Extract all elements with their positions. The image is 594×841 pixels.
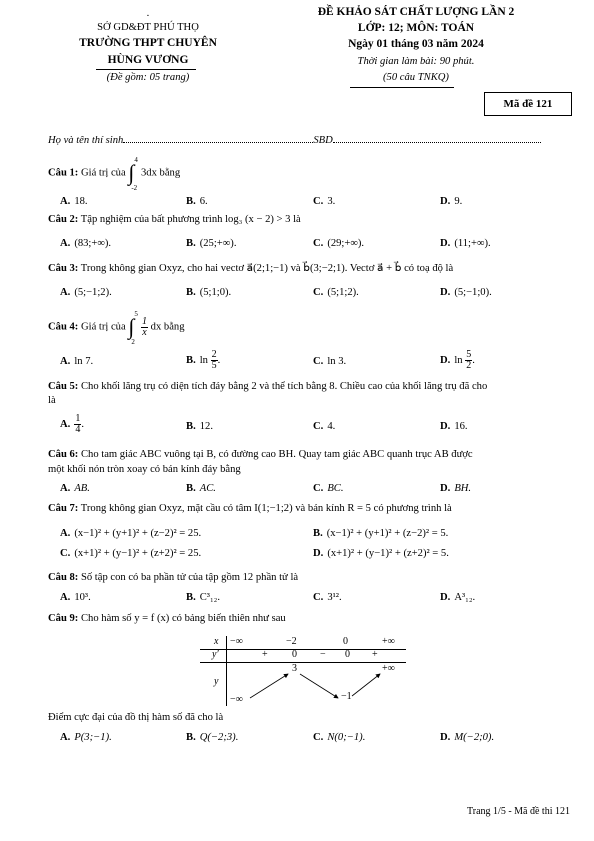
q5-option-d[interactable]: D. 16. xyxy=(440,421,468,432)
table-x-value: +∞ xyxy=(382,636,395,647)
header-right-underline xyxy=(350,87,454,88)
q2-option-b[interactable]: B. (25;+∞). xyxy=(186,238,237,249)
exam-date: Ngày 01 tháng 03 năm 2024 xyxy=(348,38,484,50)
q8-option-a[interactable]: A. 10³. xyxy=(60,592,91,603)
q5-option-a[interactable]: A. $\frac{1}{4}$ . xyxy=(60,413,84,435)
q1-option-d[interactable]: D. 9. xyxy=(440,196,463,207)
q6-option-b[interactable]: B. AC. xyxy=(186,483,216,494)
q8-option-b[interactable]: B. C³₁₂. xyxy=(186,592,220,603)
q1-option-b[interactable]: B. 6. xyxy=(186,196,208,207)
question-9-cont: Điểm cực đại của đồ thị hàm số đã cho là xyxy=(48,712,224,723)
question-text-after: 3dx bằng xyxy=(141,167,181,179)
page-footer: Trang 1/5 - Mã đề thi 121 xyxy=(467,806,570,817)
question-6-cont: một khối nón tròn xoay có bán kính đáy bằng xyxy=(48,464,241,475)
q3-option-a[interactable]: A. (5;−1;2). xyxy=(60,287,112,298)
student-name-field[interactable] xyxy=(123,142,313,143)
school-name-2: HÙNG VƯƠNG xyxy=(107,54,189,66)
q4-option-a[interactable]: A. ln 7. xyxy=(60,356,94,367)
q6-option-d[interactable]: D. BH. xyxy=(440,483,472,494)
table-sign: + xyxy=(372,649,378,660)
question-9: Câu 9: Cho hàm số y = f (x) có bảng biến thiên như sau xyxy=(48,613,286,624)
table-yprime-label: y′ xyxy=(212,649,219,660)
q4-option-c[interactable]: C. ln 3. xyxy=(313,356,347,367)
sbd-field[interactable] xyxy=(333,142,541,143)
exam-code-box: Mã đề 121 xyxy=(484,92,572,116)
table-x-value: 0 xyxy=(343,636,348,647)
q1-option-a[interactable]: A. 18. xyxy=(60,196,88,207)
table-sign: 0 xyxy=(292,649,297,660)
student-line xyxy=(48,135,541,146)
table-y-value: −1 xyxy=(341,691,352,702)
table-y-label: y xyxy=(214,676,219,687)
q7-option-b[interactable]: B. (x−1)² + (y+1)² + (z−2)² = 5. xyxy=(313,528,449,539)
question-text: Giá trị của xyxy=(80,167,126,179)
q5-option-b[interactable]: B. 12. xyxy=(186,421,213,432)
header-underline xyxy=(96,69,196,70)
school-name: TRƯỜNG THPT CHUYÊN xyxy=(79,37,217,49)
q3-option-c[interactable]: C. (5;1;2). xyxy=(313,287,359,298)
question-6: Câu 6: Cho tam giác ABC vuông tại B, có đường cao BH. Quay tam giác ABC quanh trục AB được xyxy=(48,449,473,460)
q7-option-a[interactable]: A. (x−1)² + (y+1)² + (z−2)² = 25. xyxy=(60,528,202,539)
sbd-label: SBD xyxy=(313,135,333,146)
q4-option-d[interactable]: D. ln $\frac{5}{2}$ . xyxy=(440,349,475,371)
table-y-value: −∞ xyxy=(230,694,243,705)
table-sign: + xyxy=(262,649,268,660)
q7-option-c[interactable]: C. (x+1)² + (y−1)² + (z+2)² = 25. xyxy=(60,548,202,559)
q3-option-b[interactable]: B. (5;1;0). xyxy=(186,287,232,298)
exam-title: ĐỀ KHẢO SÁT CHẤT LƯỢNG LẦN 2 xyxy=(317,6,515,18)
q2-option-c[interactable]: C. (29;+∞). xyxy=(313,238,365,249)
table-sign: − xyxy=(320,649,326,660)
student-name-label: Họ và tên thí sinh xyxy=(48,135,124,146)
q2-option-a[interactable]: A. (83;+∞). xyxy=(60,238,112,249)
q5-option-c[interactable]: C. 4. xyxy=(313,421,336,432)
question-1 xyxy=(48,156,181,192)
table-x-value: −∞ xyxy=(230,636,243,647)
department-name: SỞ GD&ĐT PHÚ THỌ xyxy=(97,22,199,33)
question-label: Câu 1: xyxy=(48,167,79,179)
q7-option-d[interactable]: D. (x+1)² + (y−1)² + (z+2)² = 5. xyxy=(313,548,449,559)
q9-option-a[interactable]: A. P(3;−1). xyxy=(60,732,112,743)
q1-option-c[interactable]: C. 3. xyxy=(313,196,336,207)
question-count: (50 câu TNKQ) xyxy=(383,72,449,83)
question-4: Câu 4: Giá trị của ∫ 5 2 $\frac{1}{x}$ dx bằng xyxy=(48,310,185,346)
table-y-value: +∞ xyxy=(382,663,395,674)
table-y-value: 3 xyxy=(292,663,297,674)
variation-arrows xyxy=(200,636,406,706)
table-x-value: −2 xyxy=(286,636,297,647)
integral-sign: ∫ 5 2 xyxy=(128,310,138,346)
q3-option-d[interactable]: D. (5;−1;0). xyxy=(440,287,492,298)
question-3: Câu 3: Trong không gian Oxyz, cho hai vectơ a⃗(2;1;−1) và b⃗(3;−2;1). Vectơ a⃗ + b⃗ có toạ độ là xyxy=(48,263,454,274)
page-count-note: (Đề gồm: 05 trang) xyxy=(106,72,190,83)
question-5: Câu 5: Cho khối lăng trụ có diện tích đáy bằng 2 và thể tích bằng 8. Chiều cao của khối lăng trụ đã cho xyxy=(48,381,488,392)
table-sign: 0 xyxy=(345,649,350,660)
question-7: Câu 7: Trong không gian Oxyz, mặt cầu có tâm I(1;−1;2) và bán kính R = 5 có phương trình là xyxy=(48,503,452,514)
q8-option-c[interactable]: C. 3¹². xyxy=(313,592,342,603)
q8-option-d[interactable]: D. A³₁₂. xyxy=(440,592,476,603)
question-8: Câu 8: Số tập con có ba phần tử của tập gồm 12 phần tử là xyxy=(48,572,299,583)
q4-option-b[interactable]: B. ln $\frac{2}{5}$ . xyxy=(186,349,221,371)
variation-table xyxy=(200,636,406,706)
question-2: Câu 2: Tập nghiệm của bất phương trình log₃ (x − 2) > 3 là xyxy=(48,214,301,225)
header-dot: . xyxy=(146,8,150,19)
table-x-label: x xyxy=(214,636,219,647)
q6-option-c[interactable]: C. BC. xyxy=(313,483,344,494)
q2-option-d[interactable]: D. (11;+∞). xyxy=(440,238,491,249)
question-5-cont: là xyxy=(48,395,56,406)
q9-option-c[interactable]: C. N(0;−1). xyxy=(313,732,366,743)
integral-sign: ∫ 4 -2 xyxy=(128,156,138,192)
class-subject: LỚP: 12; MÔN: TOÁN xyxy=(357,22,475,34)
q9-option-b[interactable]: B. Q(−2;3). xyxy=(186,732,239,743)
q9-option-d[interactable]: D. M(−2;0). xyxy=(440,732,495,743)
exam-duration: Thời gian làm bài: 90 phút. xyxy=(357,56,475,67)
q6-option-a[interactable]: A. AB. xyxy=(60,483,90,494)
